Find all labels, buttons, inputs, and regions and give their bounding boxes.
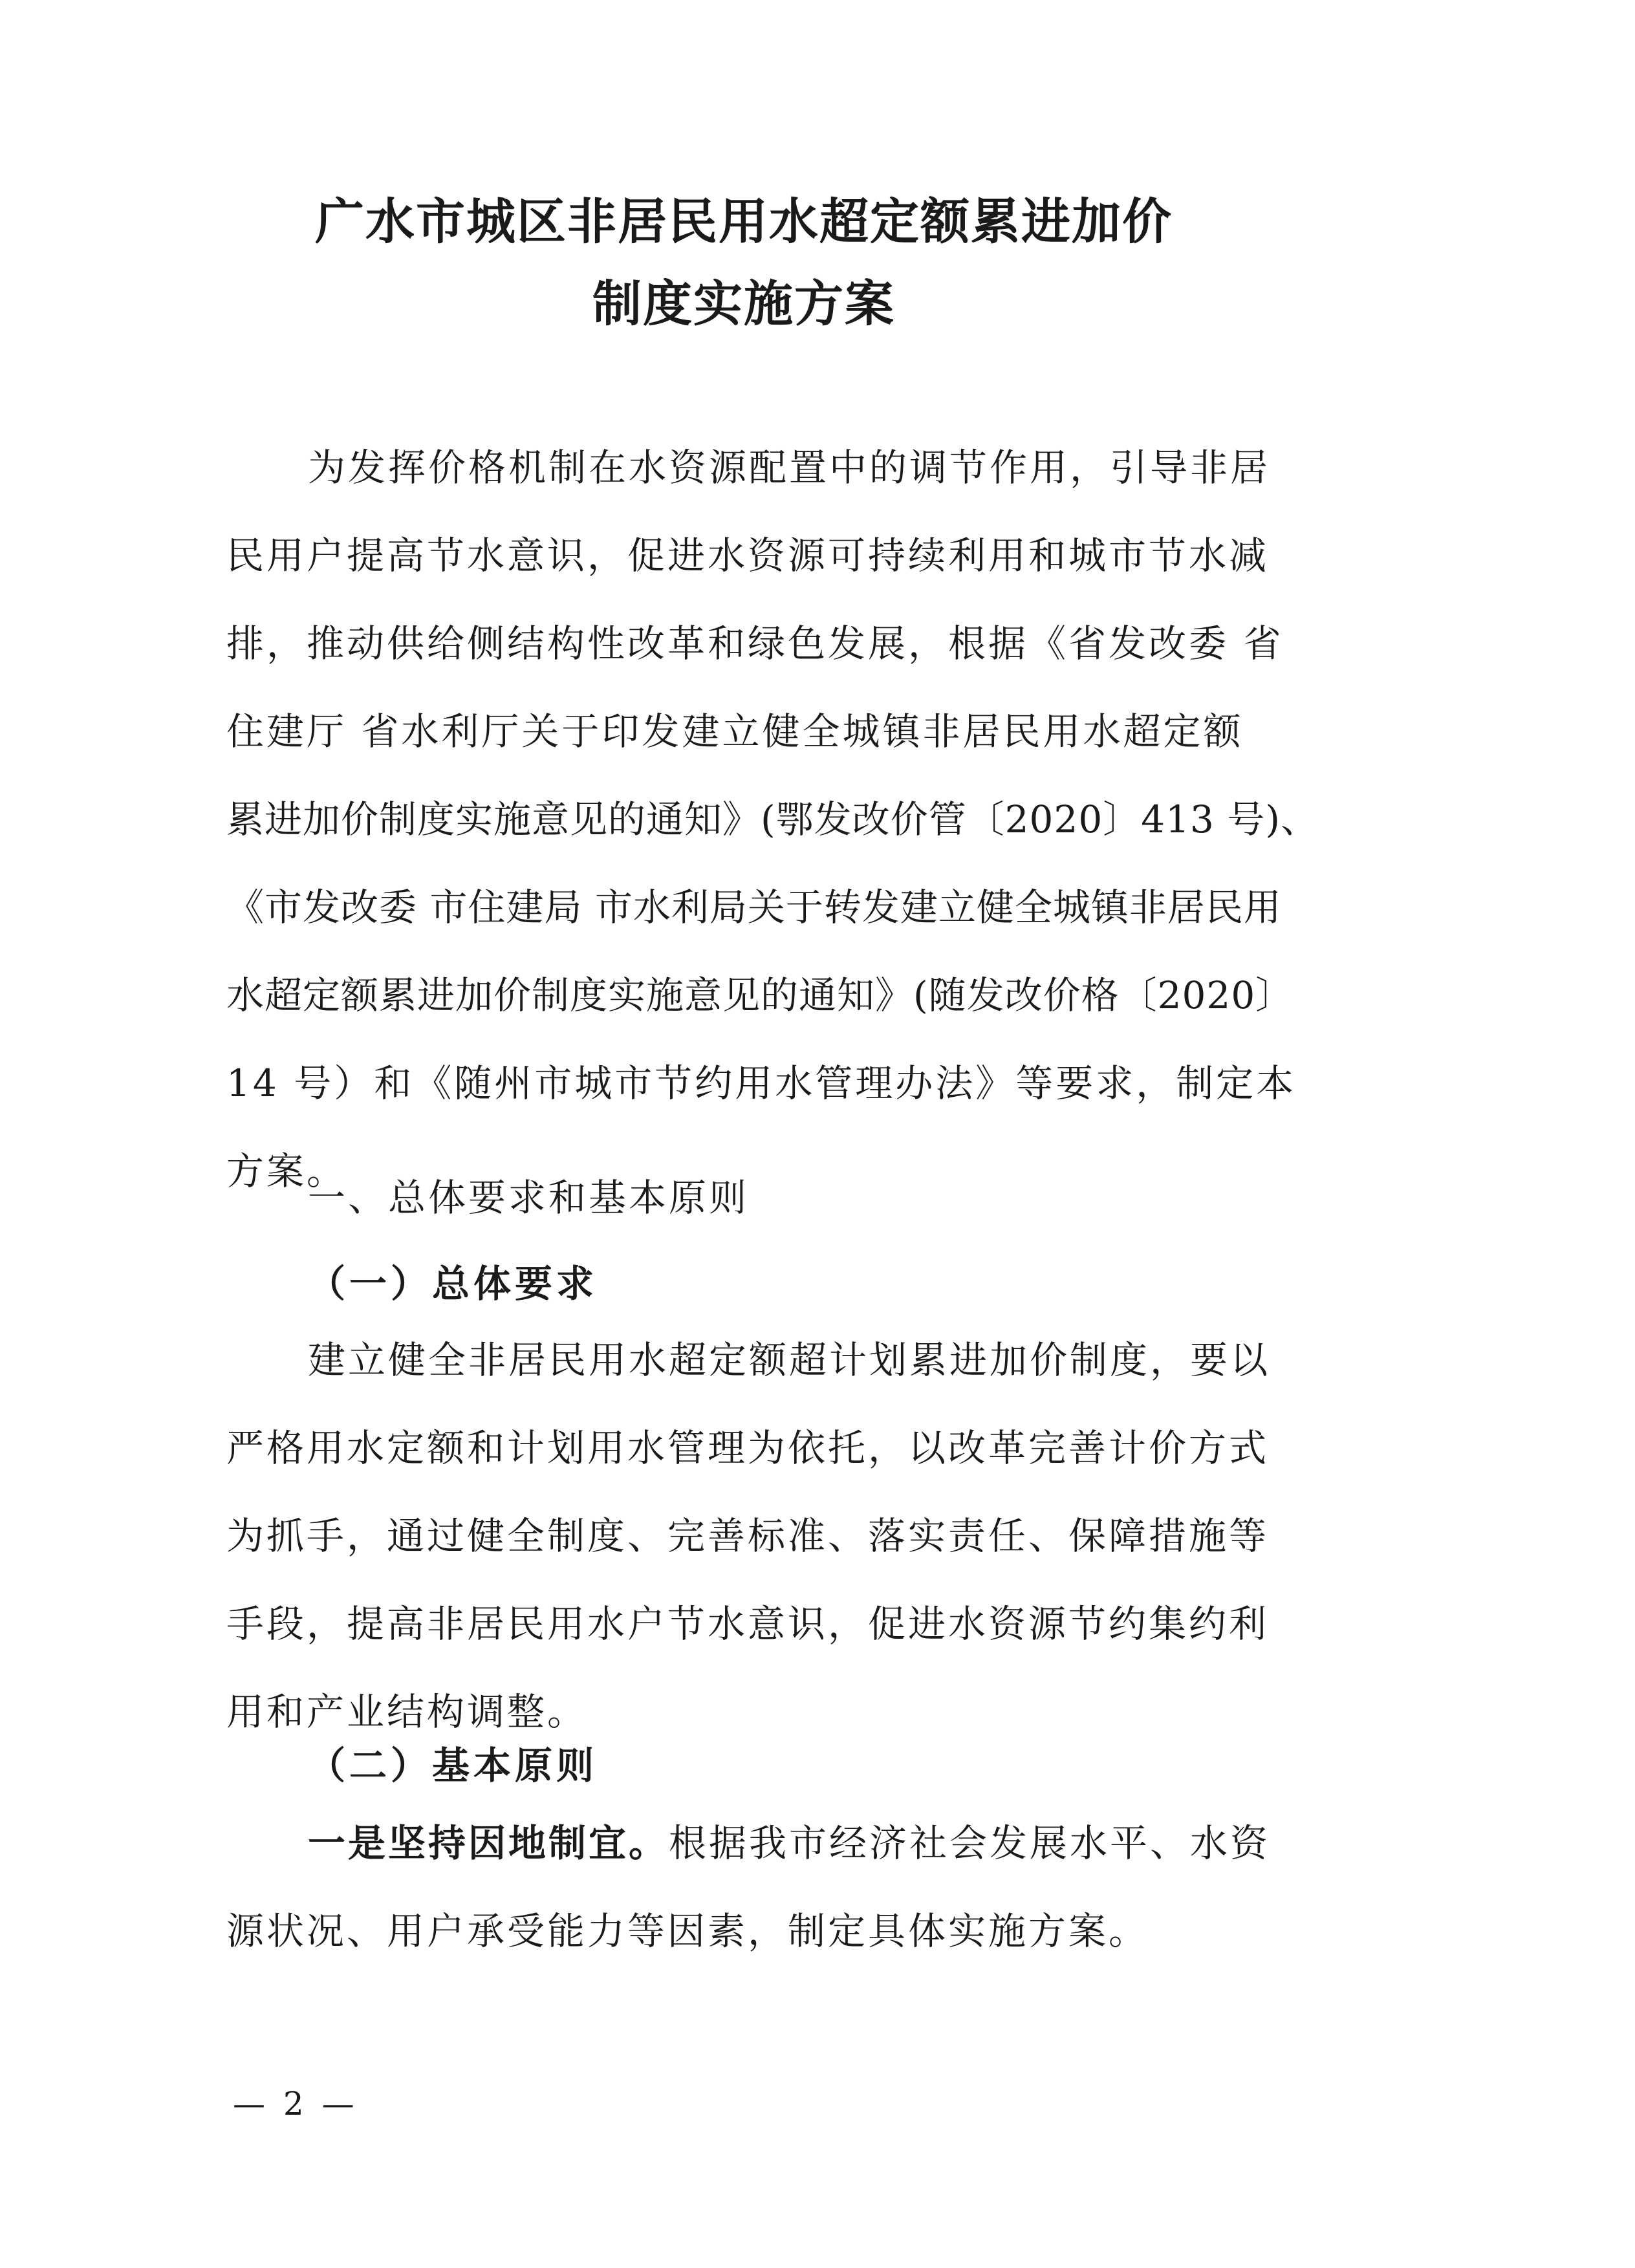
document-title-line-2: 制度实施方案: [592, 275, 895, 332]
subsection-heading-1: （一）总体要求: [308, 1262, 598, 1306]
page-number: — 2 —: [233, 2085, 358, 2122]
subsection-heading-2: （二）基本原则: [308, 1744, 598, 1787]
intro-line: 为发挥价格机制在水资源配置中的调节作用，引导非居: [308, 446, 1271, 490]
paragraph-line: 为抓手，通过健全制度、完善标准、落实责任、保障措施等: [226, 1514, 1270, 1558]
intro-line: 住建厅 省水利厅关于印发建立健全城镇非居民用水超定额: [226, 709, 1244, 753]
intro-line: 方案。: [226, 1149, 347, 1193]
intro-line: 累进加价制度实施意见的通知》(鄂发改价管〔2020〕413 号)、: [226, 797, 1319, 841]
basic-principles-paragraph: [226, 1799, 1339, 1975]
intro-paragraph: [226, 424, 1339, 1215]
paragraph-line: 建立健全非居民用水超定额超计划累进加价制度，要以: [308, 1338, 1271, 1382]
paragraph-line: 源状况、用户承受能力等因素，制定具体实施方案。: [226, 1909, 1149, 1953]
intro-line: 《市发改委 市住建局 市水利局关于转发建立健全城镇非居民用: [226, 885, 1282, 929]
principle-lead: 一是坚持因地制宜。: [308, 1821, 669, 1865]
paragraph-line: [226, 1799, 1339, 1887]
paragraph-line: 严格用水定额和计划用水管理为依托，以改革完善计价方式: [226, 1426, 1270, 1470]
paragraph-line: 手段，提高非居民用水户节水意识，促进水资源节约集约利: [226, 1602, 1270, 1646]
intro-line: 水超定额累进加价制度实施意见的通知》(随发改价格〔2020〕: [226, 973, 1294, 1017]
intro-line: 民用户提高节水意识，促进水资源可持续利用和城市节水减: [226, 534, 1270, 578]
section-heading-1: 一、总体要求和基本原则: [308, 1176, 750, 1220]
principle-text: 根据我市经济社会发展水平、水资: [669, 1821, 1271, 1865]
general-requirements-paragraph: [226, 1316, 1339, 1756]
document-title-line-1: 广水市城区非居民用水超定额累进加价: [315, 193, 1173, 250]
intro-line: 排，推动供给侧结构性改革和绿色发展，根据《省发改委 省: [226, 621, 1284, 665]
paragraph-line: 用和产业结构调整。: [226, 1690, 588, 1734]
intro-line: 14 号）和《随州市城市节约用水管理办法》等要求，制定本: [226, 1061, 1297, 1105]
